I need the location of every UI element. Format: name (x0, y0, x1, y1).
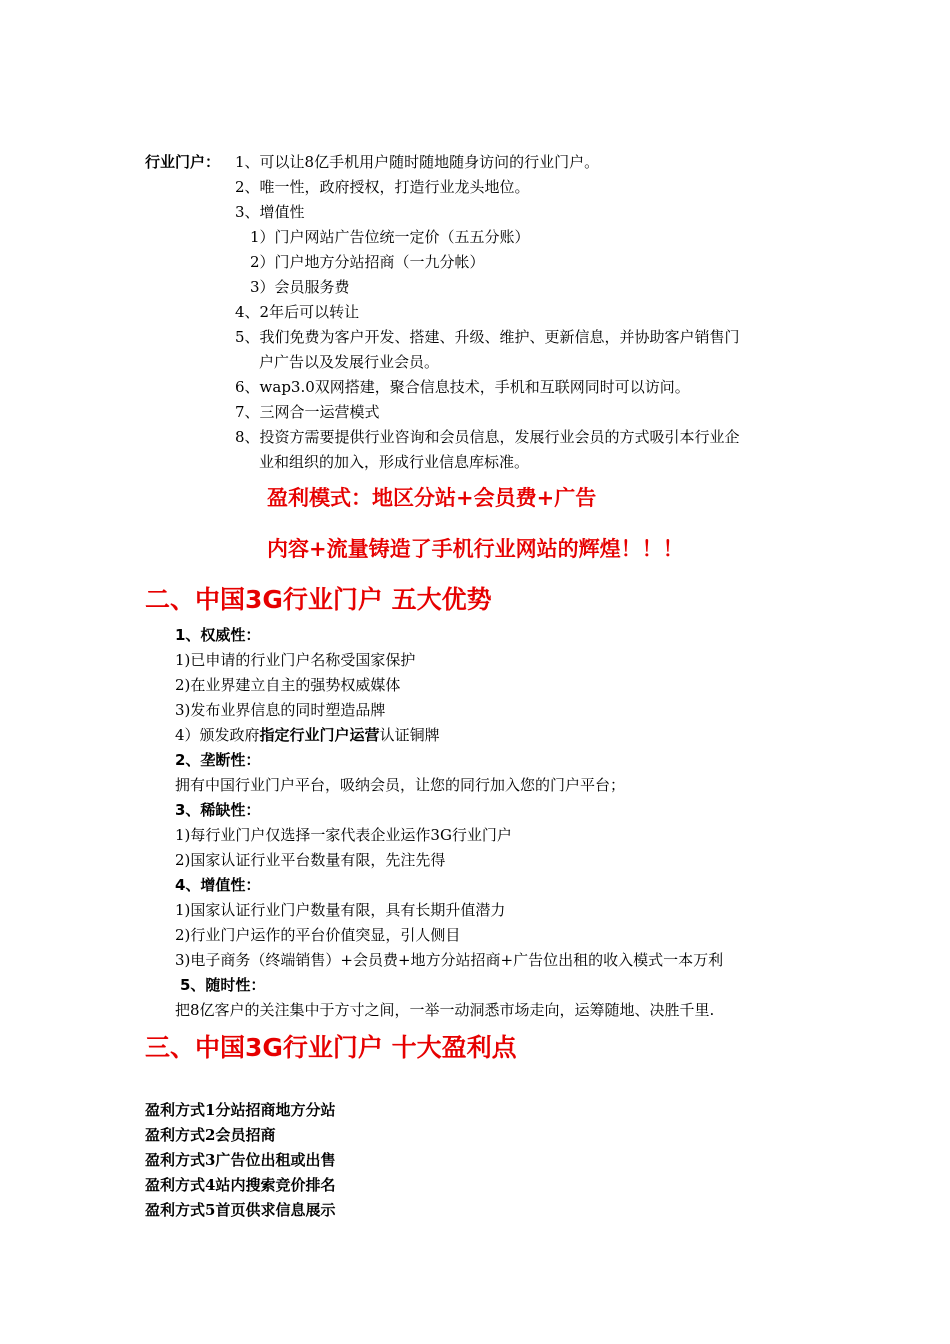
list-item: 2)国家认证行业平台数量有限，先注先得 (175, 851, 446, 869)
section-title-profit-points: 三、中国3G行业门户 十大盈利点 (145, 1033, 517, 1062)
list-item: 盈利方式4站内搜索竞价排名 (145, 1176, 336, 1194)
list-item: 2)在业界建立自主的强势权威媒体 (175, 676, 401, 694)
list-item: 盈利方式3广告位出租或出售 (145, 1151, 336, 1169)
item-text: 4）颁发政府 (175, 726, 260, 744)
list-item: 盈利方式1分站招商地方分站 (145, 1101, 336, 1119)
list-item: 2）门户地方分站招商（一九分帐） (250, 253, 485, 271)
list-item: 5、我们免费为客户开发、搭建、升级、维护、更新信息，并协助客户销售门 (235, 328, 740, 346)
list-item: 2、唯一性，政府授权，打造行业龙头地位。 (235, 178, 530, 196)
list-item: 1）门户网站广告位统一定价（五五分账） (250, 228, 530, 246)
list-item: 4、2年后可以转让 (235, 303, 360, 321)
advantage-heading: 2、垄断性： (175, 751, 261, 769)
list-item: 盈利方式2会员招商 (145, 1126, 276, 1144)
list-item: 8、投资方需要提供行业咨询和会员信息，发展行业会员的方式吸引本行业企 (235, 428, 740, 446)
advantage-heading: 3、稀缺性： (175, 801, 261, 819)
list-item: 1)每行业门户仅选择一家代表企业运作3G行业门户 (175, 826, 512, 844)
item-text: 认证铜牌 (379, 726, 440, 744)
list-item: 2)行业门户运作的平台价值突显，引人侧目 (175, 926, 461, 944)
list-item: 3）会员服务费 (250, 278, 350, 296)
content-traffic-highlight: 内容+流量铸造了手机行业网站的辉煌！！！ (267, 536, 684, 561)
list-item: 1、可以让8亿手机用户随时随地随身访问的行业门户。 (235, 153, 600, 171)
list-item: 1)国家认证行业门户数量有限，具有长期升值潜力 (175, 901, 506, 919)
advantage-heading: 1、权威性： (175, 626, 261, 644)
list-item: 业和组织的加入，形成行业信息库标准。 (259, 453, 530, 471)
list-item: 3)电子商务（终端销售）+会员费+地方分站招商+广告位出租的收入模式一本万利 (175, 951, 724, 969)
item-text-bold: 指定行业门户运营 (259, 726, 380, 744)
list-item: 6、wap3.0双网搭建，聚合信息技术，手机和互联网同时可以访问。 (235, 378, 690, 396)
list-item: 1)已申请的行业门户名称受国家保护 (175, 651, 416, 669)
list-item: 3、增值性 (235, 203, 305, 221)
list-item: 户广告以及发展行业会员。 (259, 353, 440, 371)
industry-portal-label: 行业门户： (145, 153, 221, 171)
list-item: 盈利方式5首页供求信息展示 (145, 1201, 336, 1219)
list-item (175, 725, 440, 745)
list-item: 7、三网合一运营模式 (235, 403, 380, 421)
advantage-heading: 5、随时性： (180, 976, 266, 994)
section-title-advantages: 二、中国3G行业门户 五大优势 (145, 585, 492, 614)
paragraph: 拥有中国行业门户平台，吸纳会员，让您的同行加入您的门户平台； (175, 776, 626, 794)
list-item: 3)发布业界信息的同时塑造品牌 (175, 701, 386, 719)
profit-model-highlight: 盈利模式：地区分站+会员费+广告 (267, 485, 597, 510)
paragraph: 把8亿客户的关注集中于方寸之间，一举一动洞悉市场走向，运筹随地、决胜千里. (175, 1001, 715, 1019)
advantage-heading: 4、增值性： (175, 876, 261, 894)
